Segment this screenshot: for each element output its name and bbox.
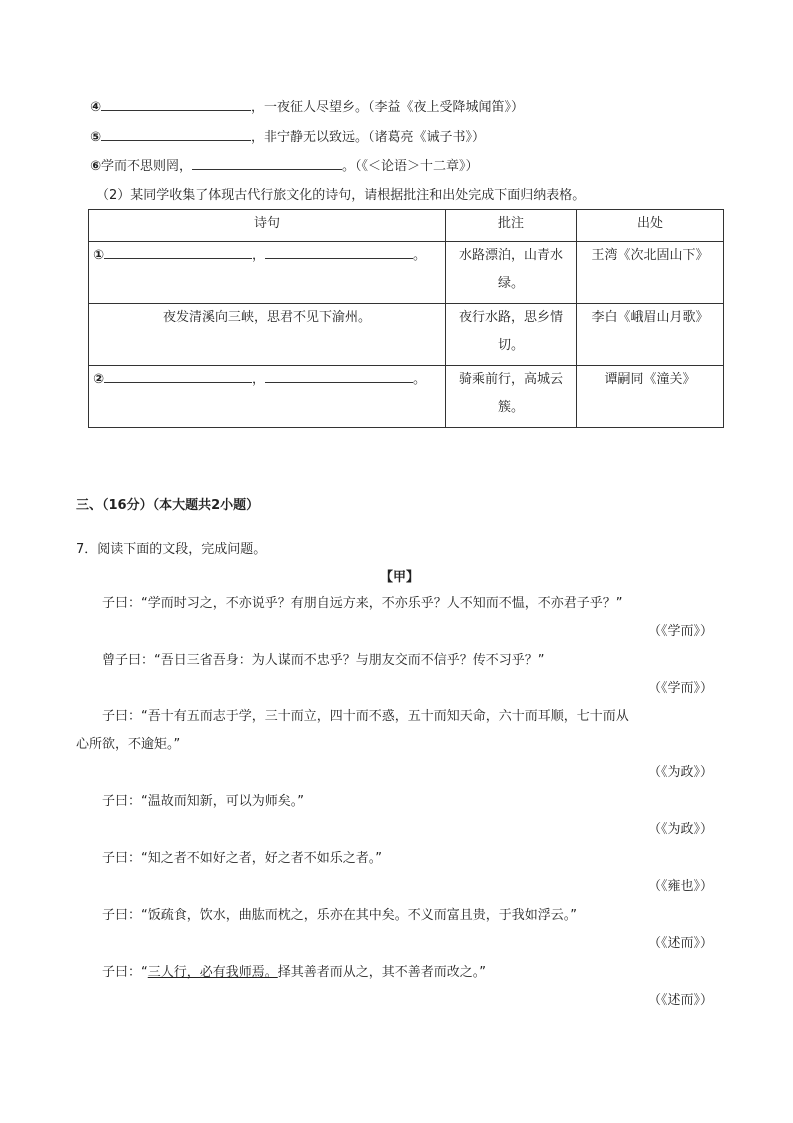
passage-source: （《雍也》） — [647, 879, 713, 894]
passage-source: （《述而》） — [647, 993, 713, 1008]
table-header-row — [89, 210, 724, 242]
section-heading: 三、（16分）（本大题共2小题） — [76, 498, 260, 513]
note-cell — [446, 366, 577, 428]
row-number: ① — [93, 248, 105, 263]
passage-line: 子曰：“学而时习之，不亦说乎？有朋自远方来，不亦乐乎？人不知而不愠，不亦君子乎？” — [102, 596, 623, 611]
table-row — [89, 366, 724, 428]
question-7: 7．阅读下面的文段，完成问题。 — [76, 542, 267, 557]
passage-line: 子曰：“温故而知新，可以为师矣。” — [102, 794, 304, 809]
answer-blank[interactable] — [101, 126, 251, 141]
period: 。 — [413, 372, 427, 387]
underlined-phrase: 三人行，必有我师焉。 — [147, 965, 278, 980]
header-verse: 诗句 — [89, 210, 446, 242]
comma: ， — [252, 248, 266, 263]
fill-item-4 — [90, 96, 524, 115]
passage-line: 心所欲，不逾矩。” — [76, 737, 181, 752]
passage-source: （《为政》） — [647, 765, 713, 780]
passage-source: （《学而》） — [647, 681, 713, 696]
item-text: 。（《＜论语＞十二章》） — [342, 159, 479, 174]
item-text: ，非宁静无以致远。（诸葛亮《诫子书》） — [251, 130, 486, 145]
fill-item-5 — [90, 126, 485, 145]
passage-line: 子曰：“知之者不如好之者，好之者不如乐之者。” — [102, 851, 382, 866]
comma: ， — [252, 372, 266, 387]
source-cell: 谭嗣同《潼关》 — [577, 366, 724, 428]
note-line: 水路漂泊，山青水 — [458, 248, 563, 263]
table-row — [89, 242, 724, 304]
source-cell: 李白《峨眉山月歌》 — [577, 304, 724, 366]
verse-cell: 夜发清溪向三峡，思君不见下渝州。 — [89, 304, 446, 366]
passage-label: 【甲】 — [380, 570, 420, 585]
note-line: 绿。 — [497, 276, 524, 291]
quote-open: 子曰：“ — [102, 965, 148, 980]
answer-blank[interactable] — [265, 368, 413, 383]
summary-table — [88, 209, 724, 428]
answer-blank[interactable] — [192, 155, 342, 170]
row-number: ② — [93, 372, 105, 387]
answer-blank[interactable] — [265, 244, 413, 259]
item-text: ，一夜征人尽望乡。（李益《夜上受降城闻笛》） — [251, 100, 525, 115]
item-number: ④ — [90, 100, 102, 115]
header-source: 出处 — [577, 210, 724, 242]
fill-item-6 — [90, 155, 479, 174]
header-note: 批注 — [446, 210, 577, 242]
passage-line: 子曰：“吾十有五而志于学，三十而立，四十而不惑，五十而知天命，六十而耳顺，七十而从 — [102, 709, 629, 724]
passage-source: （《为政》） — [647, 822, 713, 837]
passage-line — [102, 961, 486, 980]
source-cell: 王湾《次北固山下》 — [577, 242, 724, 304]
item-prefix: 学而不思则罔， — [101, 159, 193, 174]
question-2-intro: （2）某同学收集了体现古代行旅文化的诗句，请根据批注和出处完成下面归纳表格。 — [96, 188, 586, 203]
quote-rest: 择其善者而从之，其不善者而改之。” — [277, 965, 487, 980]
note-cell — [446, 242, 577, 304]
passage-source: （《述而》） — [647, 936, 713, 951]
note-line: 骑乘前行，高城云 — [458, 372, 563, 387]
note-line: 簇。 — [497, 400, 524, 415]
item-number: ⑤ — [90, 130, 102, 145]
answer-blank[interactable] — [101, 96, 251, 111]
answer-blank[interactable] — [104, 244, 252, 259]
verse-cell — [89, 366, 446, 428]
note-line: 夜行水路，思乡情 — [458, 310, 563, 325]
passage-line: 曾子曰：“吾日三省吾身：为人谋而不忠乎？与朋友交而不信乎？传不习乎？” — [102, 653, 545, 668]
passage-line: 子曰：“饭疏食，饮水，曲肱而枕之，乐亦在其中矣。不义而富且贵，于我如浮云。” — [102, 908, 577, 923]
passage-source: （《学而》） — [647, 624, 713, 639]
note-cell — [446, 304, 577, 366]
table-row — [89, 304, 724, 366]
period: 。 — [413, 248, 427, 263]
item-number: ⑥ — [90, 159, 102, 174]
answer-blank[interactable] — [104, 368, 252, 383]
note-line: 切。 — [497, 338, 524, 353]
verse-cell — [89, 242, 446, 304]
